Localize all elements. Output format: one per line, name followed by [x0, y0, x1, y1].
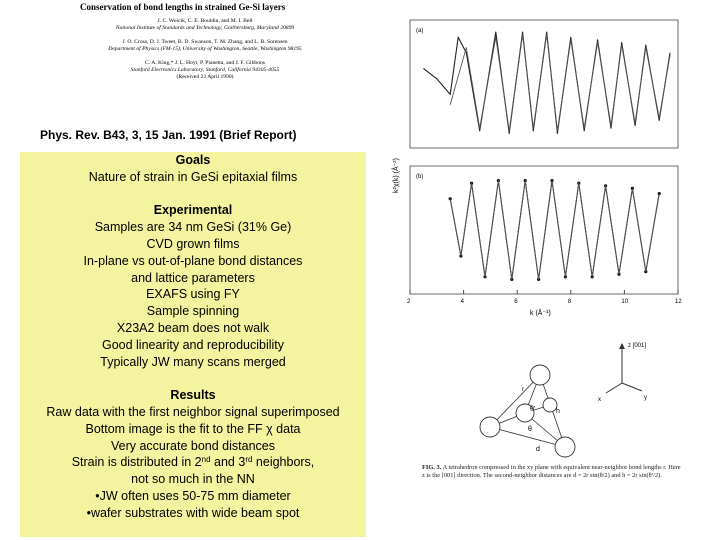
experimental-item: EXAFS using FY — [146, 287, 240, 302]
x-tick-label: 4 — [460, 299, 464, 305]
author-names: C. A. King,* J. L. Hoyt, P. Pianetta, and J. F. Gibbons — [145, 59, 265, 66]
experimental-heading: Experimental — [153, 203, 233, 218]
label-theta-prime: θ' — [530, 406, 536, 413]
results-heading: Results — [170, 388, 216, 403]
results-item: •wafer substrates with wide beam spot — [86, 505, 300, 520]
x-ticks — [407, 290, 682, 305]
text-fragment: neighbors, — [252, 455, 315, 470]
author-affiliation: Department of Physics (FM-15), University of Washington, Seattle, Washington 98195 — [108, 46, 302, 53]
experimental-item: X23A2 beam does not walk — [116, 320, 270, 335]
tetrahedron-svg — [470, 335, 680, 465]
results-item: •JW often uses 50-75 mm diameter — [95, 488, 291, 503]
experimental-item: Sample spinning — [146, 304, 240, 319]
author-affiliation: Stanford Electronics Laboratory, Stanford, California 94305-4055 — [130, 67, 280, 74]
exafs-figure — [372, 18, 692, 328]
experimental-item: In-plane vs out-of-plane bond distances — [83, 253, 303, 268]
atom-bottom — [555, 437, 575, 457]
superscript: rd — [245, 455, 253, 465]
results-item: not so much in the NN — [131, 472, 255, 487]
goals-heading: Goals — [175, 153, 211, 167]
paper-title: Conservation of bond lengths in strained Ge-Si layers — [80, 2, 286, 12]
x-tick-label: 2 — [407, 299, 411, 305]
experimental-item: Good linearity and reproducibility — [101, 337, 285, 352]
paper-header — [60, 2, 350, 80]
panel-b-frame — [410, 166, 678, 294]
experimental-item: CVD grown films — [146, 236, 240, 251]
label-h: h — [556, 408, 560, 415]
caption-label: FIG. 3. — [422, 464, 442, 471]
z-axis-label: z [001] — [628, 343, 647, 349]
label-r: r — [522, 387, 524, 393]
panel-b-label: (b) — [416, 174, 424, 180]
experimental-item: and lattice parameters — [131, 270, 255, 285]
x-tick-label: 8 — [567, 299, 572, 305]
summary-box — [20, 152, 366, 537]
series-line — [423, 32, 670, 133]
x-tick-label: 12 — [675, 299, 682, 305]
label-d: d — [536, 446, 540, 453]
results-item: Bottom image is the fit to the FF χ data — [85, 421, 301, 436]
z-arrow — [619, 343, 625, 349]
superscript: nd — [201, 455, 211, 465]
author-block — [60, 39, 350, 54]
label-theta: θ — [528, 426, 532, 433]
y-axis-label: k²χ(k) (Å⁻²) — [393, 158, 400, 193]
panel-a-label: (a) — [416, 28, 424, 34]
author-names: J. O. Cross, D. J. Tweet, B. D. Swanson, T. M. Zhang, and L. B. Sorensen — [122, 38, 288, 45]
y-axis — [622, 383, 642, 391]
series-line — [450, 181, 659, 280]
goals-item: Nature of strain in GeSi epitaxial films — [88, 169, 298, 184]
caption-text: A tetrahedron compressed in the xy plane with equivalent near-neighbor bond lengths r. Here z is the [001] direction. The second-neighbor distances are d = 2r sin(θ/2) and h = 2r sin(θ′/2). — [422, 464, 681, 480]
results-item — [20, 454, 366, 471]
author-affiliation: National Institute of Standards and Technology, Gaithersburg, Maryland 20899 — [115, 25, 295, 32]
author-block — [60, 60, 350, 75]
atom-back — [543, 398, 557, 412]
x-tick-label: 10 — [621, 299, 629, 305]
series-line — [450, 181, 659, 280]
author-block — [60, 18, 350, 33]
x-axis — [606, 383, 622, 393]
atom-left — [480, 417, 500, 437]
tetrahedron-diagram — [470, 335, 680, 470]
figure-caption — [422, 464, 682, 481]
journal-reference: Phys. Rev. B43, 3, 15 Jan. 1991 (Brief Report) — [40, 128, 297, 142]
x-tick-label: 6 — [514, 299, 518, 305]
y-axis-label: y — [644, 395, 647, 401]
curves — [423, 32, 670, 281]
x-axis-label: x — [598, 397, 601, 403]
panel-a-frame — [410, 20, 678, 148]
exafs-plot — [372, 18, 692, 323]
results-item: Raw data with the first neighbor signal superimposed — [46, 404, 340, 419]
results-item: Very accurate bond distances — [111, 438, 275, 453]
experimental-item: Samples are 34 nm GeSi (31% Ge) — [94, 220, 292, 235]
received-date: (Received 23 April 1990) — [176, 74, 234, 81]
author-names: J. C. Woicik, C. E. Bouldin, and M. I. Bell — [157, 18, 253, 24]
x-axis-label: k (Å⁻¹) — [530, 310, 551, 317]
experimental-item: Typically JW many scans merged — [100, 354, 286, 369]
atom-top — [530, 365, 550, 385]
text-fragment: and 3 — [210, 455, 246, 470]
text-fragment: Strain is distributed in 2 — [71, 455, 202, 470]
